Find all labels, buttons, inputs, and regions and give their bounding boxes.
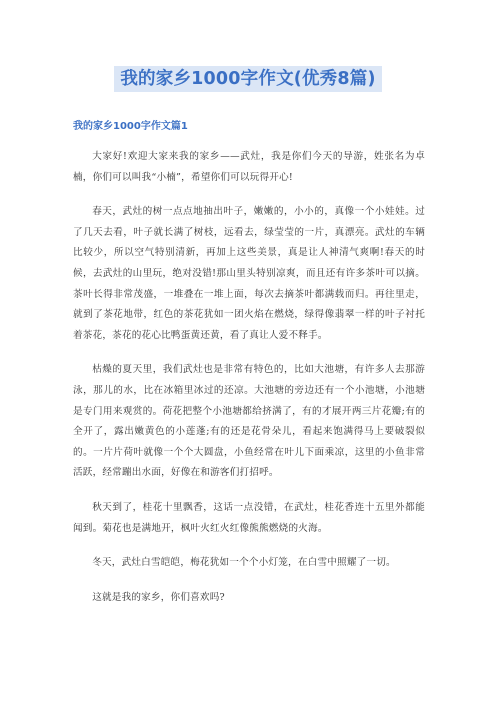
paragraph-intro: 大家好!欢迎大家来我的家乡——武灶，我是你们今天的导游，姓张名为卓楠，你们可以叫我“小楠”，希望你们可以玩得开心! bbox=[73, 151, 425, 183]
paragraph-summer: 枯燥的夏天里，我们武灶也是非常有特色的，比如大池塘，有许多人去那游泳，那儿的水，比在冰箱里冰过的还凉。大池塘的旁边还有一个小池塘，小池塘是专门用来观赏的。荷花把整个小池塘都给挤满了，有的才展开两三片花瓣;有的全开了，露出嫩黄色的小莲蓬;有的还是花骨朵儿，看起来饱满得马上要破裂似的。一片片荷叶就像一个个大圆盘，小鱼经常在叶儿下面乘凉，这里的小鱼非常活跃，经常蹦出水面，好像在和游客们打招呼。 bbox=[73, 364, 425, 479]
paragraph-winter: 冬天，武灶白雪皑皑，梅花犹如一个个小灯笼，在白雪中照耀了一切。 bbox=[92, 557, 396, 569]
paragraph-spring: 春天，武灶的树一点点地抽出叶子，嫩嫩的，小小的，真像一个小娃娃。过了几天去看，叶子就长满了树枝，远看去，绿莹莹的一片，真漂亮。武灶的车辆比较少，所以空气特别清新，再加上这些美景，真是让人神清气爽啊!春天的时候，去武灶的山里玩，绝对没错!那山里头特别凉爽，而且还有许多茶叶可以摘。茶叶长得非常茂盛，一堆叠在一堆上面，每次去摘茶叶都满载而归。再往里走，就到了茶花地带，红色的茶花犹如一团火焰在燃烧，绿得像翡翠一样的叶子衬托着茶花，茶花的花心比鸭蛋黄还黄，看了真让人爱不释手。 bbox=[73, 206, 425, 341]
document-title: 我的家乡1000字作文(优秀8篇) bbox=[114, 66, 381, 92]
document-title-wrapper bbox=[0, 66, 496, 92]
paragraph-autumn: 秋天到了，桂花十里飘香，这话一点没错，在武灶，桂花香连十五里外都能闻到。菊花也是满地开，枫叶火红火红像熊熊燃烧的火海。 bbox=[73, 501, 425, 534]
paragraph-closing: 这就是我的家乡，你们喜欢吗? bbox=[92, 591, 225, 603]
article-body bbox=[73, 147, 425, 622]
section-title: 我的家乡1000字作文篇1 bbox=[73, 121, 188, 132]
